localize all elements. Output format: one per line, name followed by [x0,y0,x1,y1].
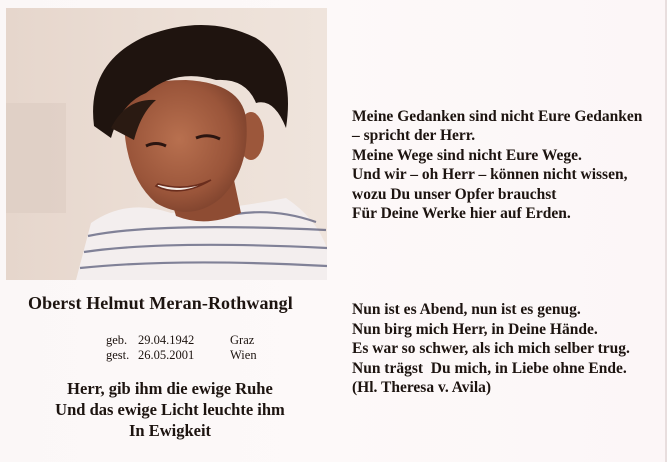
verse-bottom [352,300,662,398]
birth-place: Graz [230,333,255,347]
verse-attribution: (Hl. Theresa v. Avila) [352,379,492,397]
verse-line: Meine Wege sind nicht Eure Wege. [352,146,582,164]
death-row [106,348,257,363]
verse-line: Es war so schwer, als ich mich selber trug. [352,340,630,358]
portrait-photo [6,8,327,280]
verse-line: – spricht der Herr. [352,127,476,145]
death-date: 26.05.2001 [138,348,195,362]
verse-line: Meine Gedanken sind nicht Eure Gedanken [352,108,643,125]
verse-line: Nun birg mich Herr, in Deine Hände. [352,320,598,338]
prayer [20,378,320,441]
deceased-name: Oberst Helmut Meran-Rothwangl [28,293,293,313]
verse-line: Nun ist es Abend, nun ist es genug. [352,301,581,318]
birth-row [106,333,257,348]
birth-label: geb. [106,333,128,347]
portrait-photo-icon [6,8,327,280]
birth-date: 29.04.1942 [138,333,195,347]
verse-top [352,107,662,223]
prayer-line: Und das ewige Licht leuchte ihm [55,400,285,419]
verse-line: wozu Du unser Opfer brauchst [352,185,557,203]
verse-line: Für Deine Werke hier auf Erden. [352,205,571,223]
verse-line: Und wir – oh Herr – können nicht wissen, [352,166,628,184]
verse-line: Nun trägst Du mich, in Liebe ohne Ende. [352,359,627,377]
prayer-line: In Ewigkeit [128,421,212,440]
death-place: Wien [230,348,257,362]
prayer-line: Herr, gib ihm die ewige Ruhe [67,379,273,398]
life-dates [106,333,257,363]
death-label: gest. [106,348,130,362]
